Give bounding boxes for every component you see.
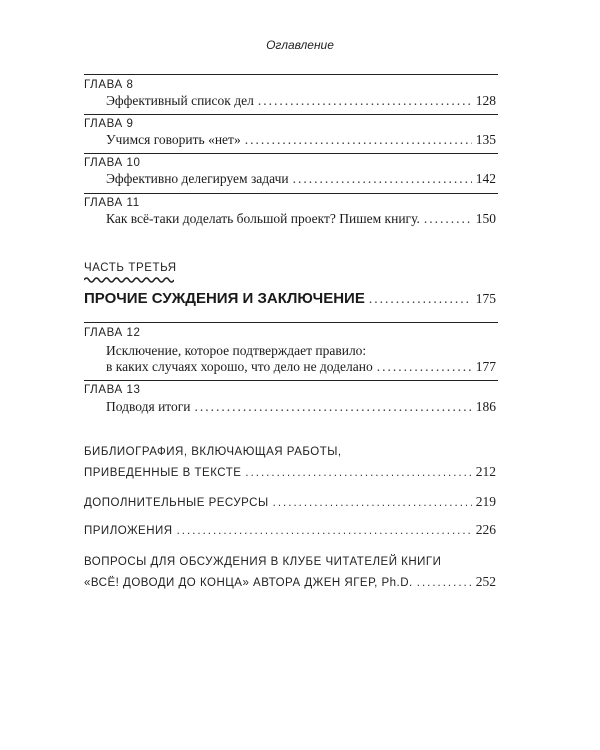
toc-entry-bibliography[interactable] — [84, 445, 496, 481]
chapter-divider — [84, 322, 498, 323]
dot-leader — [273, 496, 472, 511]
entry-title-line: ВОПРОСЫ ДЛЯ ОБСУЖДЕНИЯ В КЛУБЕ ЧИТАТЕЛЕЙ КНИГИ — [84, 556, 442, 568]
toc-entry-appendices[interactable] — [84, 522, 496, 539]
entry-title: Подводя итоги — [106, 399, 191, 414]
toc-entry-discussion-questions[interactable] — [84, 555, 496, 591]
entry-title: Учимся говорить «нет» — [106, 132, 241, 147]
toc-entry-chapter-13[interactable] — [106, 399, 496, 415]
dot-leader — [369, 291, 472, 307]
entry-title: Эффективно делегируем задачи — [106, 171, 289, 186]
part-title: ПРОЧИЕ СУЖДЕНИЯ И ЗАКЛЮЧЕНИЕ — [84, 290, 365, 307]
chapter-label: ГЛАВА 12 — [84, 327, 141, 339]
page-number: 219 — [475, 494, 496, 509]
entry-title: Эффективный список дел — [106, 93, 254, 108]
chapter-divider — [84, 193, 498, 194]
wavy-underline — [84, 276, 174, 284]
entry-title: Как всё-таки доделать большой проект? Пишем книгу. — [106, 211, 420, 226]
chapter-label: ГЛАВА 10 — [84, 157, 141, 169]
chapter-label: ГЛАВА 8 — [84, 79, 134, 91]
chapter-label: ГЛАВА 9 — [84, 118, 134, 130]
page-number: 226 — [475, 522, 496, 537]
toc-entry-chapter-11[interactable] — [106, 211, 496, 227]
chapter-divider — [84, 380, 498, 381]
page-number: 252 — [475, 574, 496, 589]
entry-title: ПРИЛОЖЕНИЯ — [84, 525, 173, 537]
chapter-label: ГЛАВА 13 — [84, 384, 141, 396]
chapter-divider — [84, 74, 498, 75]
toc-entry-chapter-10[interactable] — [106, 171, 496, 187]
dot-leader — [195, 399, 472, 415]
page-number: 177 — [475, 359, 496, 374]
page-number: 128 — [475, 93, 496, 108]
part-label: ЧАСТЬ ТРЕТЬЯ — [84, 262, 177, 274]
page-number: 212 — [475, 464, 496, 479]
dot-leader — [177, 524, 472, 539]
running-title: Оглавление — [266, 38, 334, 52]
dot-leader — [245, 466, 471, 481]
entry-title-line: БИБЛИОГРАФИЯ, ВКЛЮЧАЮЩАЯ РАБОТЫ, — [84, 446, 342, 458]
chapter-divider — [84, 153, 498, 154]
dot-leader — [258, 93, 472, 109]
toc-entry-chapter-12[interactable] — [106, 359, 496, 375]
chapter-label: ГЛАВА 11 — [84, 197, 140, 209]
toc-entry-chapter-9[interactable] — [106, 132, 496, 148]
entry-title: «ВСЁ! ДОВОДИ ДО КОНЦА» АВТОРА ДЖЕН ЯГЕР, Ph.D. — [84, 577, 413, 589]
dot-leader — [293, 171, 472, 187]
dot-leader — [417, 576, 472, 591]
entry-title-line: Исключение, которое подтверждает правило: — [106, 343, 367, 358]
dot-leader — [245, 132, 472, 148]
dot-leader — [377, 359, 472, 375]
toc-entry-part-three[interactable] — [84, 290, 496, 307]
page-number: 175 — [475, 291, 496, 306]
entry-title: ПРИВЕДЕННЫЕ В ТЕКСТЕ — [84, 467, 242, 479]
chapter-divider — [84, 114, 498, 115]
page-number: 142 — [475, 171, 496, 186]
toc-entry-resources[interactable] — [84, 494, 496, 511]
toc-entry-chapter-8[interactable] — [106, 93, 496, 109]
entry-title: ДОПОЛНИТЕЛЬНЫЕ РЕСУРСЫ — [84, 497, 269, 509]
dot-leader — [424, 211, 472, 227]
entry-title: в каких случаях хорошо, что дело не доделано — [106, 359, 373, 374]
page-number: 135 — [475, 132, 496, 147]
page-number: 150 — [475, 211, 496, 226]
page-number: 186 — [475, 399, 496, 414]
